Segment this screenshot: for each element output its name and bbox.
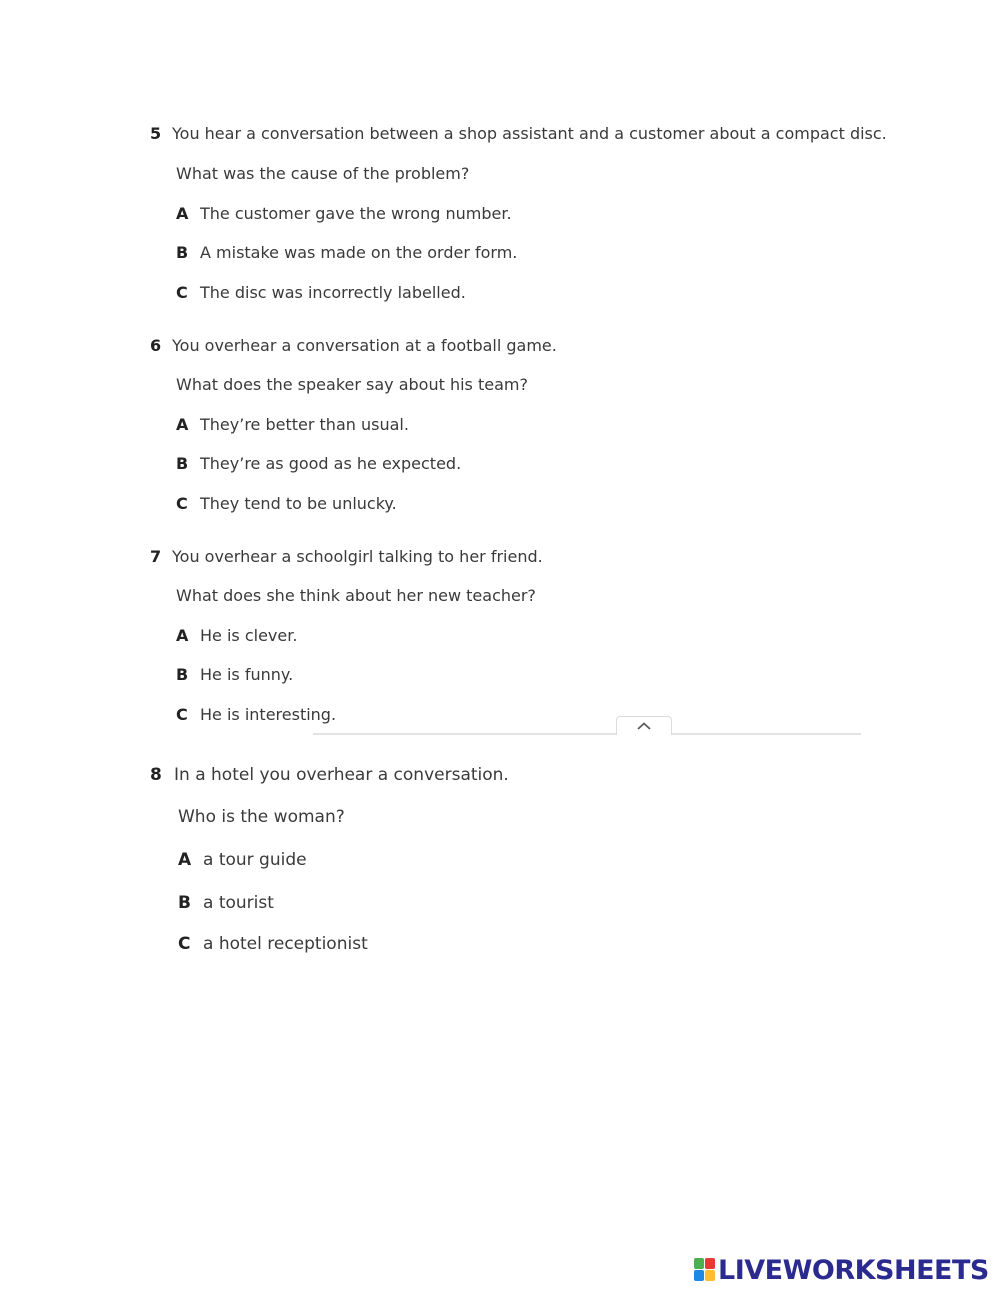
option-text: A mistake was made on the order form. [200, 243, 518, 262]
section-divider [313, 733, 861, 735]
option-letter: B [178, 893, 191, 913]
question-8-question: Who is the woman? [178, 807, 345, 827]
option-letter: A [176, 204, 189, 223]
logo-text: LIVEWORKSHEETS [718, 1254, 989, 1286]
question-prompt-text: You hear a conversation between a shop assistant and a customer about a compact disc. [172, 124, 887, 143]
collapse-button[interactable] [616, 716, 672, 735]
question-7-option-a[interactable] [176, 626, 297, 646]
question-7-prompt [150, 547, 543, 567]
question-5-question: What was the cause of the problem? [176, 164, 470, 183]
option-letter: B [176, 454, 189, 473]
option-letter: A [178, 850, 192, 870]
option-letter: A [176, 415, 189, 434]
question-prompt-text: You overhear a schoolgirl talking to her friend. [172, 547, 543, 566]
option-text: a tour guide [203, 850, 307, 870]
liveworksheets-logo [694, 1255, 989, 1285]
question-number: 6 [150, 336, 162, 355]
option-letter: B [176, 243, 189, 262]
question-6-question: What does the speaker say about his team? [176, 375, 528, 394]
question-8-option-a[interactable] [178, 850, 307, 870]
option-text: a tourist [203, 893, 274, 913]
option-text: They’re as good as he expected. [200, 454, 462, 473]
question-5-option-c[interactable] [176, 283, 466, 303]
option-text: He is interesting. [200, 705, 337, 724]
option-text: They tend to be unlucky. [200, 494, 397, 513]
question-number: 8 [150, 765, 162, 785]
option-letter: C [176, 705, 188, 724]
question-6-option-a[interactable] [176, 415, 409, 435]
question-5-option-b[interactable] [176, 243, 517, 263]
question-6-option-b[interactable] [176, 454, 461, 474]
option-text: The customer gave the wrong number. [200, 204, 512, 223]
question-prompt-text: In a hotel you overhear a conversation. [174, 765, 509, 785]
option-letter: C [178, 934, 191, 954]
option-letter: A [176, 626, 189, 645]
question-8-option-c[interactable] [178, 934, 368, 954]
option-text: He is clever. [200, 626, 298, 645]
question-8-prompt [150, 765, 509, 785]
question-6-prompt [150, 336, 557, 356]
question-5-option-a[interactable] [176, 204, 512, 224]
question-7-option-b[interactable] [176, 665, 293, 685]
chevron-up-icon [637, 722, 651, 730]
question-prompt-text: You overhear a conversation at a football game. [172, 336, 557, 355]
option-text: They’re better than usual. [200, 415, 409, 434]
question-number: 7 [150, 547, 162, 566]
option-text: The disc was incorrectly labelled. [200, 283, 466, 302]
option-letter: C [176, 283, 188, 302]
option-letter: B [176, 665, 189, 684]
question-number: 5 [150, 124, 162, 143]
option-text: He is funny. [200, 665, 294, 684]
question-8-option-b[interactable] [178, 893, 274, 913]
question-6-option-c[interactable] [176, 494, 397, 514]
question-7-option-c[interactable] [176, 705, 336, 725]
option-letter: C [176, 494, 188, 513]
liveworksheets-logo-icon [694, 1258, 716, 1282]
question-7-question: What does she think about her new teacher? [176, 586, 536, 605]
question-5-prompt [150, 124, 887, 144]
option-text: a hotel receptionist [203, 934, 368, 954]
